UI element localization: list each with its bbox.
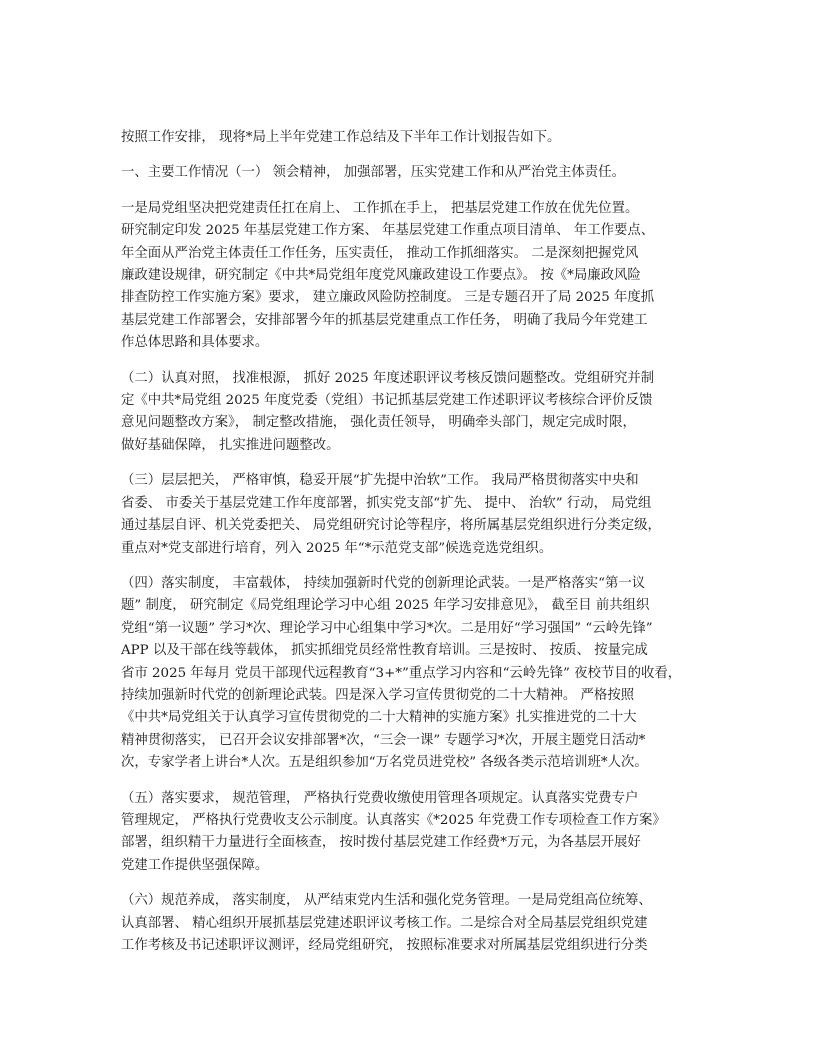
- text-line: 通过基层自评、机关党委把关、 局党组研究讨论等程序，将所属基层党组织进行分类定级，: [121, 518, 661, 534]
- text-line: 省市 2025 年每月 党员干部现代远程教育“3+*”重点学习内容和“云岭先锋” 夜校节目的收看，: [121, 665, 682, 681]
- text-line: APP 以及干部在线等载体， 抓实抓细党员经常性教育培训。三是按时、 按质、 按量完成: [121, 643, 648, 659]
- document-body: [121, 127, 701, 970]
- paragraph-rectification: [121, 368, 701, 458]
- text-line: 排查防控工作实施方案》要求， 建立廉政风险防控制度。 三是专题召开了局 2025 年度抓: [121, 290, 655, 306]
- text-line: 廉政建设规律，研究制定《中共*局党组年度党风廉政建设工作要点》。 按《*局廉政风险: [121, 268, 641, 284]
- text-line: 党建工作提供坚强保障。: [121, 857, 269, 873]
- paragraph-theory-study: [121, 573, 701, 775]
- text-line: （六）规范养成， 落实制度， 从严结束党内生活和强化党务管理。一是局党组高位统筹、: [121, 893, 652, 909]
- text-line: 做好基础保障， 扎实推进问题整改。: [121, 437, 340, 453]
- text-line: 按照工作安排， 现将*局上半年党建工作总结及下半年工作计划报告如下。: [121, 130, 561, 145]
- text-line: 一、主要工作情况（一） 领会精神， 加强部署，压实党建工作和从严治党主体责任。: [121, 165, 625, 181]
- text-line: 基层党建工作部署会，安排部署今年的抓基层党建重点工作任务， 明确了我局今年党建工: [121, 312, 648, 328]
- text-line: 研究制定印发 2025 年基层党建工作方案、 年基层党建工作重点项目清单、 年工作要点、: [121, 223, 655, 239]
- paragraph-party-dues: [121, 788, 701, 878]
- text-line: 一是局党组坚决把党建责任扛在肩上、 工作抓在手上， 把基层党建工作放在优先位置。: [121, 200, 639, 216]
- paragraph-party-responsibility: [121, 198, 701, 355]
- text-line: 定《中共*局党组 2025 年度党委（党组）书记抓基层党建工作述职评议考核综合评价反馈: [121, 393, 653, 409]
- paragraph-intro: [121, 127, 701, 149]
- text-line: 年全面从严治党主体责任工作任务，压实责任， 推动工作抓细落实。 二是深刻把握党风: [121, 245, 639, 261]
- paragraph-section-heading: [121, 162, 701, 184]
- text-line: （三）层层把关， 严格审慎，稳妥开展“扩先提中治软”工作。 我局严格贯彻落实中央和: [121, 473, 639, 489]
- text-line: 管理规定， 严格执行党费收支公示制度。认真落实《*2025 年党费工作专项检查工作方案》: [121, 812, 666, 828]
- text-line: 次，专家学者上讲台*人次。五是组织参加“万名党员进党校” 各级各类示范培训班*人次。: [121, 755, 648, 771]
- text-line: 《中共*局党组关于认真学习宣传贯彻党的二十大精神的实施方案》扎实推进党的二十大: [121, 710, 637, 726]
- text-line: 部署，组织精干力量进行全面核查， 按时拨付基层党建工作经费*万元，为各基层开展好: [121, 835, 641, 851]
- text-line: 工作考核及书记述职评议测评，经局党组研究， 按照标准要求对所属基层党组织进行分类: [121, 938, 648, 953]
- paragraph-grading: [121, 470, 701, 560]
- text-line: 党组“第一议题” 学习*次、理论学习中心组集中学习*次。二是用好“学习强国” “云岭先锋”: [121, 620, 653, 636]
- text-line: 重点对*党支部进行培育，列入 2025 年“*示范党支部”候选竞选党组织。: [121, 540, 553, 556]
- text-line: 精神贯彻落实， 已召开会议安排部署*次，“三会一课” 专题学习*次，开展主题党日活动*: [121, 732, 646, 748]
- text-line: 作总体思路和具体要求。: [121, 335, 269, 351]
- text-line: （四）落实制度， 丰富载体， 持续加强新时代党的创新理论武装。一是严格落实“第一议: [121, 575, 646, 591]
- text-line: 题” 制度， 研究制定《局党组理论学习中心组 2025 年学习安排意见》， 截至目 前共组织: [121, 598, 650, 614]
- text-line: （五）落实要求， 规范管理， 严格执行党费收缴使用管理各项规定。认真落实党费专户: [121, 790, 639, 806]
- text-line: 持续加强新时代党的创新理论武装。四是深入学习宣传贯彻党的二十大精神。 严格按照: [121, 687, 635, 703]
- text-line: 省委、 市委关于基层党建工作年度部署，抓实党支部“扩先、 提中、 治软” 行动， 局党组: [121, 495, 652, 511]
- text-line: 意见问题整改方案》， 制定整改措施， 强化责任领导， 明确牵头部门，规定完成时限，: [121, 415, 636, 431]
- paragraph-party-life: [121, 890, 701, 957]
- text-line: （二）认真对照， 找准根源， 抓好 2025 年度述职评议考核反馈问题整改。党组研究并制: [121, 370, 655, 386]
- text-line: 认真部署、 精心组织开展抓基层党建述职评议考核工作。二是综合对全局基层党组织党建: [121, 915, 648, 931]
